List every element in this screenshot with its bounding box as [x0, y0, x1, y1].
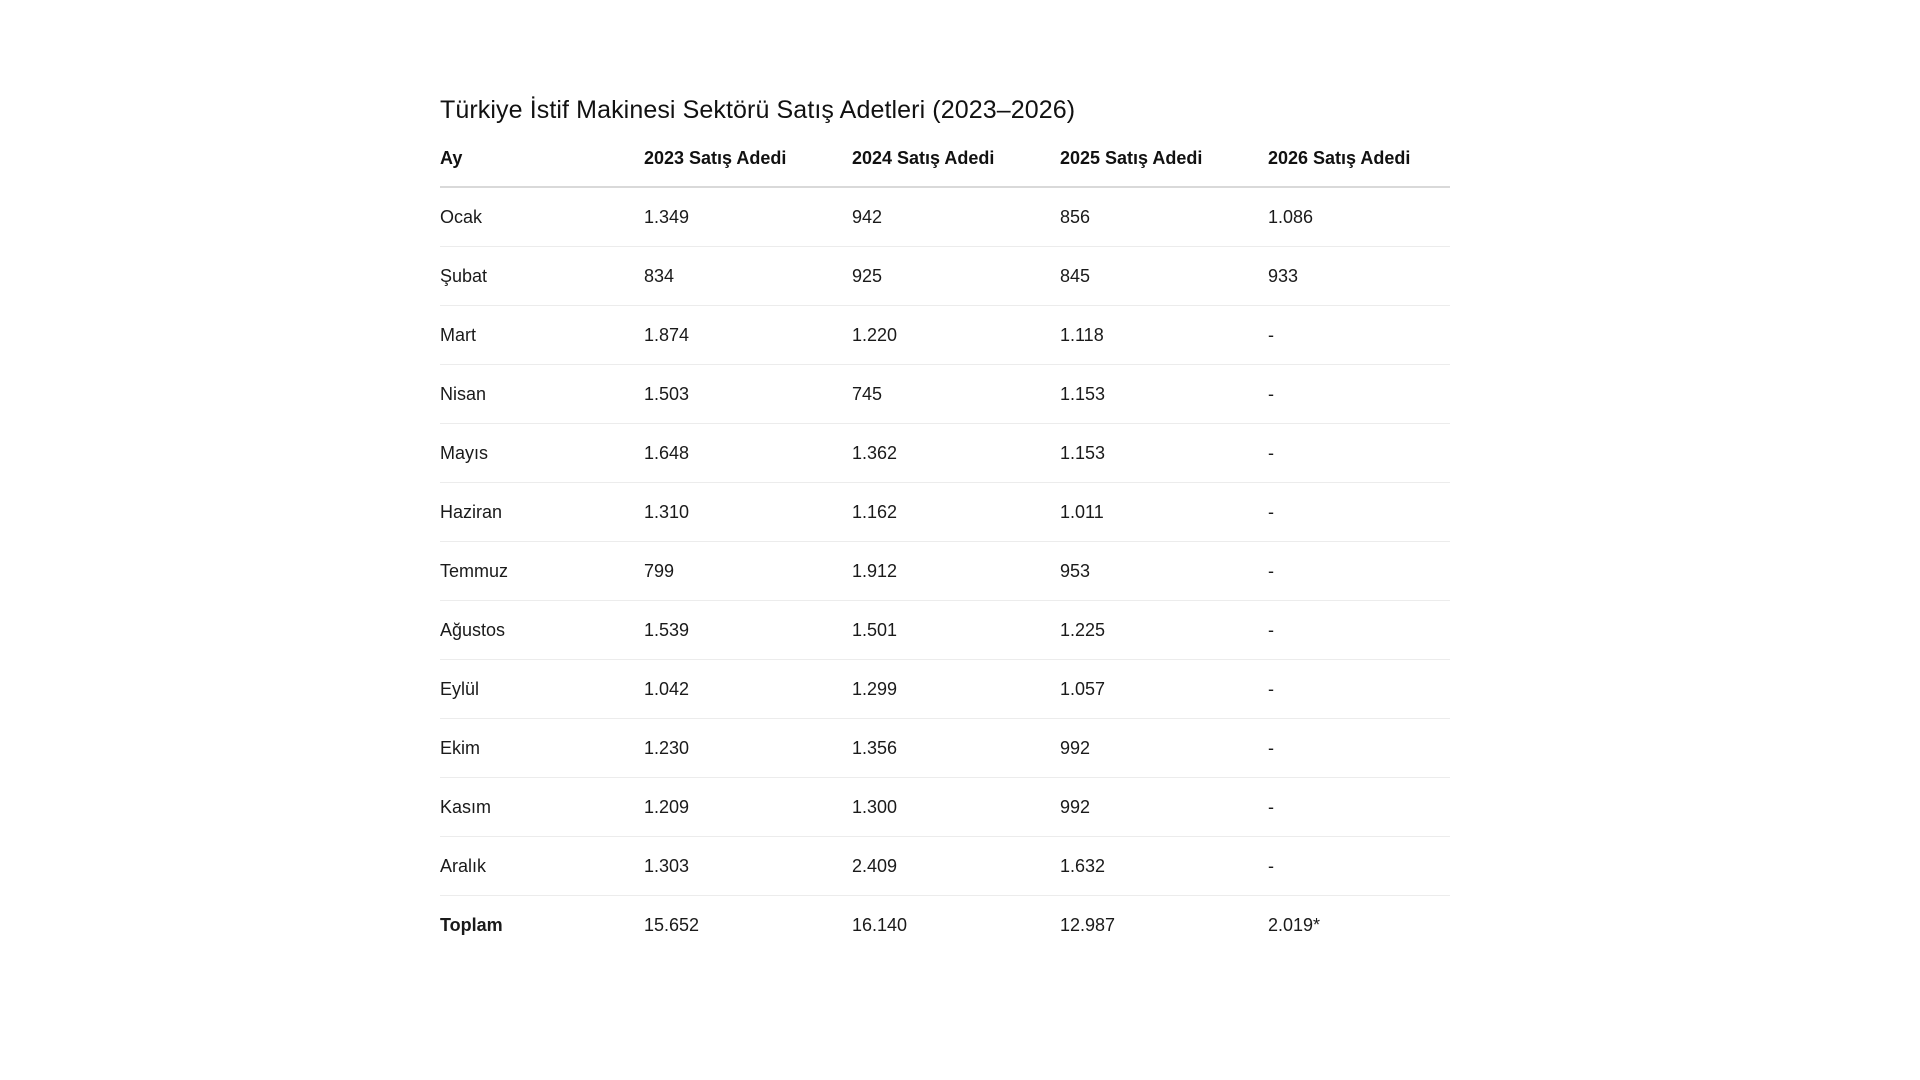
table-title: Türkiye İstif Makinesi Sektörü Satış Adetleri (2023–2026)	[440, 96, 1076, 124]
header-2024: 2024 Satış Adedi	[852, 138, 1060, 187]
value-2025: 856	[1060, 187, 1268, 247]
table-row	[440, 778, 1450, 837]
value-2023: 1.349	[644, 187, 852, 247]
value-2024: 1.501	[852, 601, 1060, 660]
header-2023: 2023 Satış Adedi	[644, 138, 852, 187]
value-2024: 2.409	[852, 837, 1060, 896]
total-value-2024: 16.140	[852, 914, 908, 935]
value-2025: 1.225	[1060, 601, 1268, 660]
value-2024: 1.362	[852, 424, 1060, 483]
value-2026: 933	[1268, 247, 1450, 306]
month-cell: Haziran	[440, 483, 644, 542]
value-2023: 1.303	[644, 837, 852, 896]
table-row	[440, 306, 1450, 365]
value-2024: 925	[852, 247, 1060, 306]
header-row	[440, 138, 1450, 187]
header-2025: 2025 Satış Adedi	[1060, 138, 1268, 187]
value-2025: 992	[1060, 719, 1268, 778]
table-container	[440, 92, 1450, 954]
value-2023: 799	[644, 542, 852, 601]
value-2023: 1.539	[644, 601, 852, 660]
value-2024: 1.300	[852, 778, 1060, 837]
table-body	[440, 187, 1450, 954]
value-2025: 1.153	[1060, 365, 1268, 424]
month-cell: Temmuz	[440, 542, 644, 601]
value-2026: -	[1268, 542, 1450, 601]
month-cell: Ağustos	[440, 601, 644, 660]
total-value-2025: 12.987	[1060, 914, 1116, 935]
value-2024: 1.220	[852, 306, 1060, 365]
month-cell: Nisan	[440, 365, 644, 424]
sales-table	[440, 138, 1450, 954]
header-month: Ay	[440, 138, 644, 187]
value-2026: -	[1268, 837, 1450, 896]
value-2024: 1.912	[852, 542, 1060, 601]
value-2026: -	[1268, 424, 1450, 483]
value-2025: 1.118	[1060, 306, 1268, 365]
total-row	[440, 896, 1450, 955]
value-2024: 745	[852, 365, 1060, 424]
month-cell: Mart	[440, 306, 644, 365]
value-2025: 1.057	[1060, 660, 1268, 719]
table-row	[440, 837, 1450, 896]
total-value-2026: 2.019*	[1268, 914, 1321, 935]
value-2026: -	[1268, 719, 1450, 778]
value-2024: 942	[852, 187, 1060, 247]
value-2026: -	[1268, 601, 1450, 660]
month-cell: Ocak	[440, 187, 644, 247]
table-row	[440, 601, 1450, 660]
value-2024: 1.299	[852, 660, 1060, 719]
value-2025: 992	[1060, 778, 1268, 837]
total-label: Toplam	[440, 914, 503, 935]
month-cell: Mayıs	[440, 424, 644, 483]
table-row	[440, 187, 1450, 247]
value-2023: 1.874	[644, 306, 852, 365]
table-row	[440, 660, 1450, 719]
value-2023: 1.503	[644, 365, 852, 424]
value-2025: 1.011	[1060, 483, 1268, 542]
value-2024: 1.356	[852, 719, 1060, 778]
value-2026: 1.086	[1268, 187, 1450, 247]
value-2025: 1.632	[1060, 837, 1268, 896]
value-2026: -	[1268, 778, 1450, 837]
month-cell: Aralık	[440, 837, 644, 896]
value-2025: 1.153	[1060, 424, 1268, 483]
table-header	[440, 138, 1450, 187]
value-2023: 1.310	[644, 483, 852, 542]
table-row	[440, 542, 1450, 601]
value-2023: 1.042	[644, 660, 852, 719]
value-2026: -	[1268, 660, 1450, 719]
value-2026: -	[1268, 365, 1450, 424]
value-2023: 1.230	[644, 719, 852, 778]
value-2025: 953	[1060, 542, 1268, 601]
month-cell: Ekim	[440, 719, 644, 778]
value-2025: 845	[1060, 247, 1268, 306]
value-2026: -	[1268, 483, 1450, 542]
month-cell: Eylül	[440, 660, 644, 719]
table-row	[440, 424, 1450, 483]
value-2024: 1.162	[852, 483, 1060, 542]
month-cell: Kasım	[440, 778, 644, 837]
value-2026: -	[1268, 306, 1450, 365]
table-row	[440, 719, 1450, 778]
value-2023: 1.209	[644, 778, 852, 837]
table-row	[440, 365, 1450, 424]
header-2026: 2026 Satış Adedi	[1268, 138, 1450, 187]
table-row	[440, 247, 1450, 306]
value-2023: 834	[644, 247, 852, 306]
table-row	[440, 483, 1450, 542]
value-2023: 1.648	[644, 424, 852, 483]
total-value-2023: 15.652	[644, 914, 700, 935]
month-cell: Şubat	[440, 247, 644, 306]
